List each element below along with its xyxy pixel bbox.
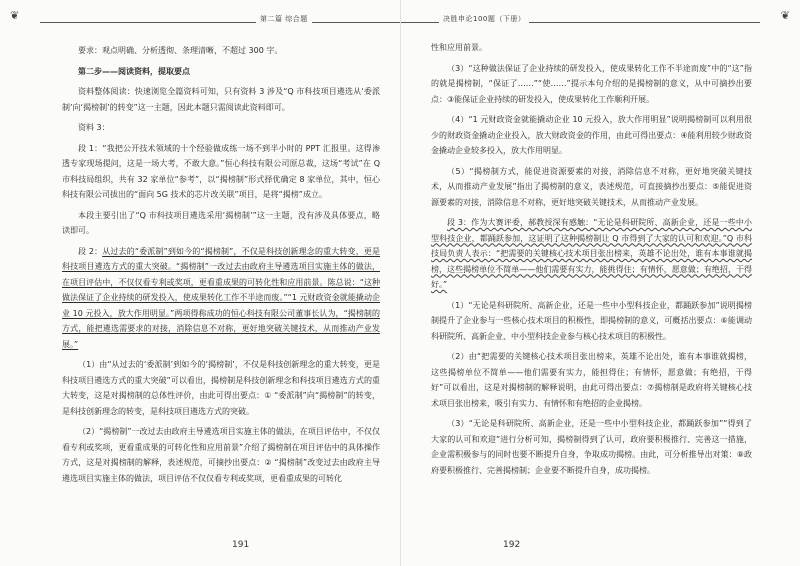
right-page [400,0,800,566]
continued-text: 性和应用前景。 [431,43,487,52]
analysis-point-2: （2）“揭榜制”一改过去由政府主导遴选项目实施主体的做法，在项目评估中，不仅仅看专利或奖项，更看重成果的可转化性和应用前景”介绍了揭榜制在项目评估中的具体操作方式，这是对揭榜制的解释，表述规范，可摘抄出要点：② “揭榜制”改变过去由政府主导遴选项目实施主体的做法，项目评估不仅仅看专利或奖项，更看重成果的可转化 [62,427,380,483]
intro-paragraph: 资料整体阅读：快速浏览全篇资料可知，只有资料 3 涉及“Q 市科技项目遴选从‘委派制’向‘揭榜制’的转变”这一主题，因此本题只需阅读此资料即可。 [62,87,380,112]
page-number: 191 [232,540,250,550]
paragraph-1-note: 本段主要引出了“Q 市科技项目遴选采用‘揭榜制’”这一主题，没有涉及具体要点，略读即可。 [62,210,380,235]
leaf-ornament-icon: ❦ [10,9,20,22]
right-body [431,40,752,483]
requirement-text: 要求：观点明确、分析透彻、条理清晰，不超过 300 字。 [78,46,283,55]
analysis-point-1: （1）由“从过去的‘委派制’到如今的‘揭榜制’，不仅是科技创新理念的重大转变，更是科技项目遴选方式的重大突破”可以看出，揭榜制是科技创新理念和科技项目遴选方式的重大转变，这是对揭榜制的总体性评价，由此可得出要点：① “委派制”向“揭榜制”的转变，是科技创新理念的转变，是科技项目遴选方式的突破。 [62,360,380,416]
left-body [62,43,380,491]
analysis-point-8: （3）“无论是科研院所、高新企业，还是一些中小型科技企业，都踊跃参加”“得到了大家的认可和欢迎”进行分析可知，揭榜制得到了认可，政府要积极推行、完善这一措施，企业需积极参与的同时也要不断提升自身，争取成功揭榜。由此，可分析推导出对策：⑧政府要积极推行、完善揭榜制；企业要不断提升自身，成功揭榜。 [431,419,752,475]
analysis-point-7: （2）由“把需要的关键核心技术项目张出榜来，英雄不论出处，谁有本事谁就揭榜，这些揭榜单位不简单——他们需要有实力，能担得住；有情怀，愿意做；有绝招，干得好”可以看出，这是对揭榜制的解释说明，由此可得出要点：⑦揭榜制是政府将关键核心技术项目张出榜来，吸引有实力、有情怀和有绝招的企业揭榜。 [431,352,752,408]
leaf-ornament-icon: ❦ [780,9,790,22]
analysis-point-3: （3）“这种做法保证了企业持续的研发投入，使成果转化工作不半途而废”中的“这”指的就是揭榜制，“保证了……”“使……”提示本句介绍的是揭榜制的意义，从中可摘抄出要点：③能保证企业持续的研发投入，使成果转化工作顺利开展。 [431,63,752,104]
material-paragraph-3 [431,215,752,293]
running-header: 决胜申论100题（下册） [439,14,529,24]
page-number: 192 [503,540,521,550]
step-title: 第二步——阅读资料，提取要点 [78,66,190,76]
analysis-point-6: （1）“无论是科研院所、高新企业，还是一些中小型科技企业，都踊跃参加”说明揭榜制提升了企业参与一些核心技术项目的积极性，即揭榜制的意义，可概括出要点：⑥能调动科研院所、高新企业、中小型科技企业参与核心技术项目的积极性。 [431,300,752,341]
running-header: 第二篇 综合题 [256,14,312,24]
material-paragraph-2 [62,244,380,353]
material-label: 资料 3： [78,123,110,132]
header-rule [40,22,400,23]
underlined-text: 段 3：作为大赛评委，郝教授深有感触：“无论是科研院所、高新企业，还是一些中小型科技企业，都踊跃参加，这证明了这种揭榜制让 Q 市得到了大家的认可和欢迎。”Q 市科技局负责人表示：“把需要的关键核心技术项目张出榜来，英雄不论出处，谁有本事谁就揭榜，这些揭榜单位不简单——他们需要有实力，能挑得住；有情怀，愿意做；有绝招，干得好。” [431,218,752,289]
paragraph-label: 段 2： [78,246,103,256]
underlined-text: 从过去的“委派制”到如今的“揭榜制”，不仅是科技创新理念的重大转变，更是科技项目遴选方式的重大突破。“揭榜制”一改过去由政府主导遴选项目实施主体的做法，在项目评估中，不仅仅看专利或奖项，更看重成果的可转化性和应用前景。陈总说：“这种做法保证了企业持续的研发投入，使成果转化工作不半途而废。”“1 元财政资金就能撬动企业 10 元投入，放大作用明显。”两项得称成功的恒心科技有限公司董事长认为，“揭榜制的方式，能把遴选需要求的对接，消除信息不对称，更好地突破关键技术，从而推动产业发展。” [62,246,380,349]
analysis-point-4: （4）“1 元财政资金就能撬动企业 10 元投入，放大作用明显”说明揭榜制可以利用很少的财政资金撬动企业投入，放大财政资金的作用，由此可得出要点：④能利用较少财政资金撬动企业较多投入，放大作用明显。 [431,115,752,155]
material-paragraph-1: 段 1：“我把公开技术领域的十个经验做成练一场不到半小时的 PPT 汇报里。这得渗透专家现场提问，这是一场大考，不敢大意。”恒心科技有限公司原总裁，这场“考试”在 Q 市科技局组织，共有 32 家单位“参考”，以“揭榜制”形式择优确定 8 家单位，其中，恒心科技有限公司拔出的“面向 5G 技术的芯片改关联”项目，是将“揭榜”成立。 [62,143,380,199]
analysis-point-5: （5）“揭榜制方式，能促进资源要素的对接，消除信息不对称，更好地突破关键技术，从而推动产业发展”指出了揭榜制的意义，表述规范，可直接摘抄出要点：⑤能促进资源要素的对接，消除信息不对称，更好地突破关键技术，从而推动产业发展。 [431,166,752,207]
